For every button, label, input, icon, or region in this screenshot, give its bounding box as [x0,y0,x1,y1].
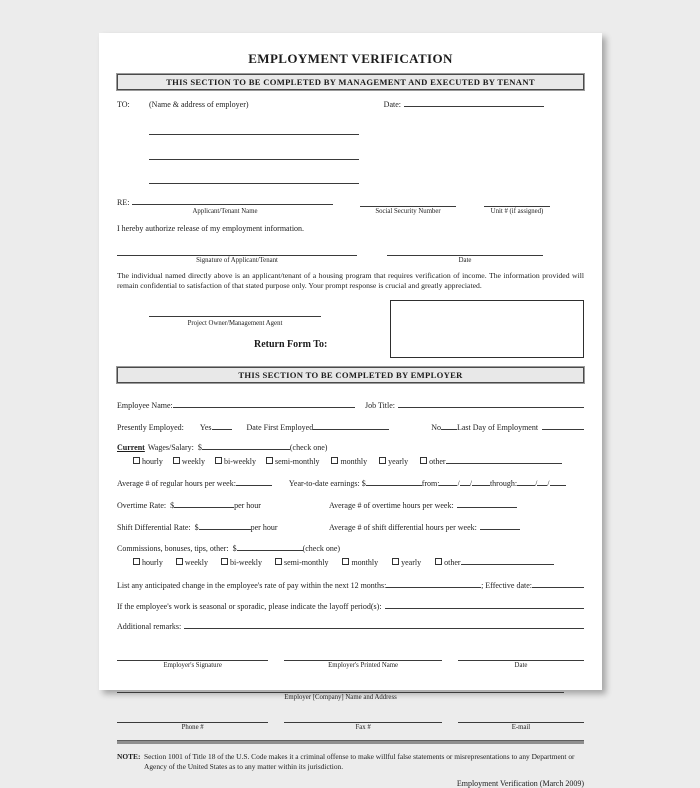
through-slash-2: / [547,479,550,489]
to-label: TO: [117,100,130,109]
shift-differential-label: Shift Differential Rate: $ [117,523,199,533]
pay-change-line[interactable] [386,579,481,588]
section-divider [117,740,584,744]
wages-hourly-label: hourly [142,457,163,467]
housing-program-notice: The individual named directly above is an applicant/tenant of a housing program that requires verification of income. The information provided will remain confidential to satisfaction of that stated purpose only. Your prompt response is crucial and greatly appreciated. [117,271,584,290]
applicant-name-caption: Applicant/Tenant Name [192,208,258,215]
pay-change-label: List any anticipated change in the employee's rate of pay within the next 12 months: [117,581,387,591]
seasonal-label: If the employee's work is seasonal or sporadic, please indicate the layoff period(s): [117,602,382,612]
seasonal-line[interactable] [385,600,584,609]
overtime-rate-line[interactable] [174,499,234,508]
commissions-weekly-checkbox[interactable] [176,558,183,565]
wages-weekly-checkbox[interactable] [173,457,180,464]
from-slash-2: / [469,479,472,489]
tenant-section-header: THIS SECTION TO BE COMPLETED BY MANAGEMENT AND EXECUTED BY TENANT [117,74,584,90]
commissions-check-one-label: (check one) [302,544,341,554]
current-label: Current [117,443,145,453]
company-name-address-caption: Employer [Company] Name and Address [284,694,397,702]
return-form-to-label: Return Form To: [254,339,328,351]
from-year-line[interactable] [469,477,490,489]
employer-printed-name-caption: Employer's Printed Name [328,662,399,670]
commissions-biweekly-label: bi-weekly [230,558,262,568]
company-name-address-line[interactable] [117,684,564,693]
no-label: No [431,423,441,433]
yes-label: Yes [199,423,212,433]
employer-address-line-1[interactable] [149,126,359,135]
avg-regular-hours-line[interactable] [236,477,272,486]
commissions-monthly-checkbox[interactable] [342,558,349,565]
avg-regular-hours-label: Average # of regular hours per week: [117,479,236,489]
through-day-line[interactable] [535,477,550,489]
unit-number-caption: Unit # (if assigned) [490,208,544,215]
avg-shift-hours-label: Average # of shift differential hours per week: [329,523,477,533]
additional-remarks-line[interactable] [184,620,584,629]
commissions-label: Commissions, bonuses, tips, other: $ [117,544,237,554]
applicant-signature-caption: Signature of Applicant/Tenant [196,257,278,264]
date-first-employed-label: Date First Employed [246,423,314,433]
employer-signature-line[interactable] [117,652,268,661]
presently-employed-label: Presently Employed: [117,423,184,433]
wages-amount-line[interactable] [202,441,290,450]
yes-line[interactable] [212,421,232,430]
wages-check-one-label: (check one) [289,443,328,453]
commissions-yearly-checkbox[interactable] [392,558,399,565]
ytd-earnings-label: Year-to-date earnings: $ [288,479,366,489]
from-slash-1: / [457,479,460,489]
effective-date-label: ; Effective date: [481,581,532,591]
commissions-hourly-checkbox[interactable] [133,558,140,565]
fax-line[interactable] [284,714,442,723]
commissions-monthly-label: monthly [351,558,379,568]
last-day-line[interactable] [542,421,584,430]
agent-caption: Project Owner/Management Agent [187,320,283,328]
through-label: through: [489,479,518,489]
authorize-release-text: I hereby authorize release of my employment information. [117,224,305,233]
form-page [99,33,602,788]
unit-number-line[interactable] [484,198,550,207]
email-caption: E-mail [511,724,531,732]
employer-address-line-2[interactable] [149,151,359,160]
applicant-name-line[interactable] [132,196,333,205]
employer-address-line-3[interactable] [149,175,359,184]
commissions-biweekly-checkbox[interactable] [221,558,228,565]
wages-salary-label: Wages/Salary: $ [147,443,202,453]
last-day-label: Last Day of Employment [456,423,539,433]
wages-other-line[interactable] [446,455,562,464]
employer-date-caption: Date [514,662,528,670]
wages-biweekly-checkbox[interactable] [215,457,222,464]
re-label: RE: [117,198,130,207]
overtime-rate-label: Overtime Rate: $ [117,501,175,511]
effective-date-line[interactable] [532,579,584,588]
avg-overtime-hours-line[interactable] [457,499,517,508]
wages-yearly-checkbox[interactable] [379,457,386,464]
commissions-semimonthly-label: semi-monthly [284,558,329,568]
through-slash-1: / [535,479,538,489]
email-line[interactable] [458,714,584,723]
note-text: Section 1001 of Title 18 of the U.S. Code makes it a criminal offense to make willful false statements or misrepresentations to any Department or Agency of the United States as to any matter within its jurisdiction. [144,752,575,771]
applicant-signature-date-line[interactable] [387,247,543,256]
employer-printed-name-line[interactable] [284,652,442,661]
note-label: NOTE: [117,752,141,762]
job-title-line[interactable] [398,399,584,408]
from-month-line[interactable] [439,477,460,489]
form-title: EMPLOYMENT VERIFICATION [248,51,453,66]
commissions-hourly-label: hourly [142,558,163,568]
no-line[interactable] [441,421,457,430]
additional-remarks-label: Additional remarks: [117,622,182,632]
applicant-signature-line[interactable] [117,247,357,256]
commissions-other-checkbox[interactable] [435,558,442,565]
commissions-other-label: other [444,558,461,568]
wages-monthly-label: monthly [340,457,368,467]
shift-differential-line[interactable] [199,521,251,530]
phone-line[interactable] [117,714,268,723]
phone-caption: Phone # [181,724,204,732]
ytd-earnings-line[interactable] [366,477,422,486]
wages-semimonthly-checkbox[interactable] [266,457,273,464]
commissions-weekly-label: weekly [184,558,208,568]
wages-biweekly-label: bi-weekly [224,457,256,467]
applicant-signature-date-caption: Date [458,257,472,264]
commissions-semimonthly-checkbox[interactable] [275,558,282,565]
job-title-label: Job Title: [365,401,396,411]
date-first-employed-line[interactable] [313,421,389,430]
ssn-caption: Social Security Number [375,208,441,215]
employee-name-line[interactable] [173,399,355,408]
shift-per-hour-label: per hour [250,523,278,533]
agent-signature-line[interactable] [149,308,321,317]
wages-other-label: other [429,457,446,467]
from-label: from: [421,479,440,489]
form-version-text: Employment Verification (March 2009) [456,778,584,788]
employer-address-hint: (Name & address of employer) [149,100,249,109]
wages-yearly-label: yearly [388,457,409,467]
avg-overtime-hours-label: Average # of overtime hours per week: [329,501,454,511]
through-month-line[interactable] [517,477,538,489]
wages-hourly-checkbox[interactable] [133,457,140,464]
wages-weekly-label: weekly [181,457,205,467]
return-address-box[interactable] [390,300,584,358]
employer-date-line[interactable] [458,652,584,661]
ssn-line[interactable] [360,198,456,207]
commissions-amount-line[interactable] [237,542,303,551]
avg-shift-hours-line[interactable] [480,521,520,530]
wages-semimonthly-label: semi-monthly [275,457,320,467]
wages-monthly-checkbox[interactable] [331,457,338,464]
overtime-per-hour-label: per hour [234,501,261,511]
wages-other-checkbox[interactable] [420,457,427,464]
commissions-other-line[interactable] [461,556,554,565]
employee-name-label: Employee Name: [117,401,173,411]
employer-section-header: THIS SECTION TO BE COMPLETED BY EMPLOYER [117,367,584,383]
from-day-line[interactable] [460,477,472,489]
through-year-line[interactable] [550,477,566,486]
date-label: Date: [383,100,401,109]
fax-caption: Fax # [355,724,371,732]
commissions-yearly-label: yearly [401,558,422,568]
date-field-line[interactable] [404,98,544,107]
employer-signature-caption: Employer's Signature [163,662,222,670]
